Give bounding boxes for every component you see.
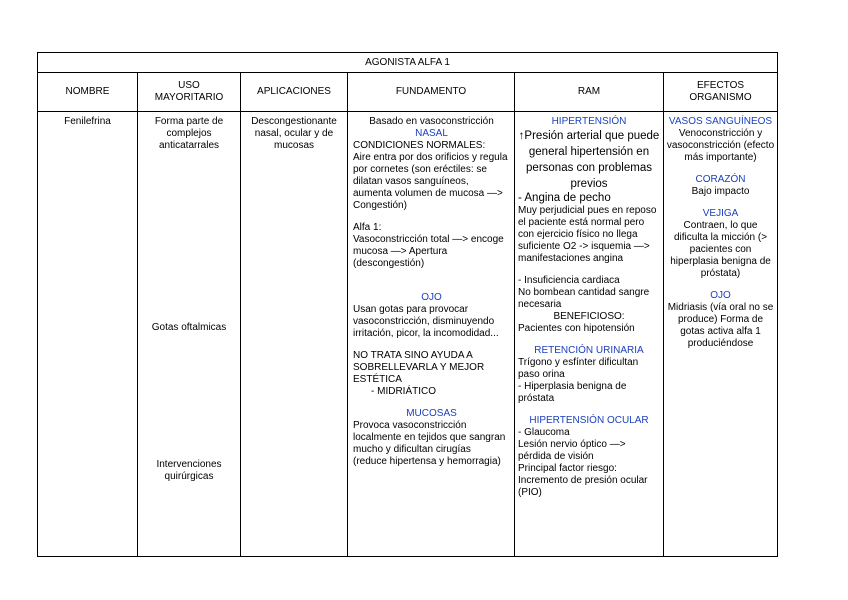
- fund-alfa-title: Alfa 1:: [353, 222, 382, 233]
- efectos-vejiga-text: Contraen, lo que dificulta la micción (> pacientes con hiperplasia benigna de próstata): [670, 220, 771, 279]
- uso-3: Intervenciones quirúrgicas: [156, 459, 222, 482]
- fund-mucosas-text: Provoca vasoconstricción localmente en tejidos que sangran mucho y dificultan cirugías: [353, 420, 506, 455]
- cell-nombre: [38, 112, 138, 557]
- efectos-vejiga-heading: VEJIGA: [702, 208, 739, 219]
- fund-nasal-heading: NASAL: [415, 128, 448, 139]
- aplicaciones-text: Descongestionante nasal, ocular y de mucosas: [251, 116, 337, 151]
- cell-ram: [515, 112, 664, 557]
- efectos-corazon-heading: CORAZÓN: [695, 174, 746, 185]
- ram-hiperplasia: - Hiperplasia benigna de próstata: [518, 381, 627, 404]
- fund-alfa-text: Vasoconstricción total —> encoge mucosa —> Apertura (descongestión): [353, 234, 504, 269]
- fund-ojo-heading: OJO: [421, 292, 442, 303]
- ram-beneficioso-text: Pacientes con hipotensión: [518, 323, 635, 334]
- ram-hipertension-text: ↑Presión arterial que puede general hipertensión en personas con problemas previos: [518, 130, 660, 190]
- table-title: AGONISTA ALFA 1: [38, 53, 778, 73]
- ram-retencion-text: Trígono y esfínter dificultan paso orina: [518, 357, 639, 380]
- efectos-ojo-text: Midriasis (vía oral no se produce) Forma de gotas activa alfa 1 produciéndose: [667, 302, 774, 349]
- ram-insuficiencia: - Insuficiencia cardiaca: [518, 275, 620, 286]
- fund-mucosas-heading: MUCOSAS: [406, 408, 457, 419]
- ram-hip-ocular-text: Lesión nervio óptico —> pérdida de visión: [518, 439, 626, 462]
- efectos-corazon-text: Bajo impacto: [691, 186, 750, 197]
- header-efectos: EFECTOS ORGANISMO: [664, 73, 778, 112]
- ram-glaucoma: - Glaucoma: [518, 427, 570, 438]
- ram-angina-text: Muy perjudicial pues en reposo el paciente está normal pero con ejercicio físico no llega suficiente O2 -> isquemia —> manifestaciones angina: [518, 205, 657, 264]
- uso-1: Forma parte de complejos anticatarrales: [154, 116, 224, 151]
- ram-retencion-heading: RETENCIÓN URINARIA: [534, 345, 644, 356]
- fund-cond-title: CONDICIONES NORMALES:: [353, 140, 486, 151]
- efectos-vasos-heading: VASOS SANGUÍNEOS: [668, 116, 773, 127]
- header-aplicaciones: APLICACIONES: [241, 73, 348, 112]
- cell-efectos: [664, 112, 778, 557]
- cell-fundamento: [348, 112, 515, 557]
- header-nombre: NOMBRE: [38, 73, 138, 112]
- ram-hipertension-heading: HIPERTENSIÓN: [551, 116, 627, 127]
- ram-beneficioso: BENEFICIOSO:: [553, 311, 625, 322]
- header-uso: USO MAYORITARIO: [138, 73, 241, 112]
- ram-insuficiencia-text: No bombean cantidad sangre necesaria: [518, 287, 650, 310]
- cell-aplicaciones: [241, 112, 348, 557]
- header-ram: RAM: [515, 73, 664, 112]
- efectos-ojo-heading: OJO: [710, 290, 731, 301]
- fund-ojo-text: Usan gotas para provocar vasoconstricción, disminuyendo irritación, picor, la incomodidad...: [353, 304, 499, 339]
- drug-table: [37, 52, 778, 557]
- ram-riesgo: Principal factor riesgo: Incremento de presión ocular (PIO): [518, 463, 648, 498]
- table-row: [38, 112, 778, 557]
- fund-intro: Basado en vasoconstricción: [369, 116, 494, 127]
- fund-mucosas-note: (reduce hipertensa y hemorragia): [353, 456, 501, 467]
- fund-midriatico: - MIDRIÁTICO: [371, 386, 436, 397]
- efectos-vasos-text: Venoconstricción y vasoconstricción (efecto más importante): [666, 128, 775, 163]
- uso-2: Gotas oftalmicas: [151, 322, 227, 333]
- ram-hip-ocular-heading: HIPERTENSIÓN OCULAR: [529, 415, 649, 426]
- fund-cond-text: Aire entra por dos orificios y regula por cornetes (son eréctiles: se dilatan vasos sanguíneos, aumenta volumen de mucosa —> Congestión): [353, 152, 508, 211]
- drug-name: Fenilefrina: [64, 116, 111, 127]
- ram-angina: - Angina de pecho: [518, 192, 611, 204]
- fund-no-trata: NO TRATA SINO AYUDA A SOBRELLEVARLA Y MEJOR ESTÉTICA: [353, 350, 485, 385]
- header-row: [38, 73, 778, 112]
- cell-uso: [138, 112, 241, 557]
- header-fundamento: FUNDAMENTO: [348, 73, 515, 112]
